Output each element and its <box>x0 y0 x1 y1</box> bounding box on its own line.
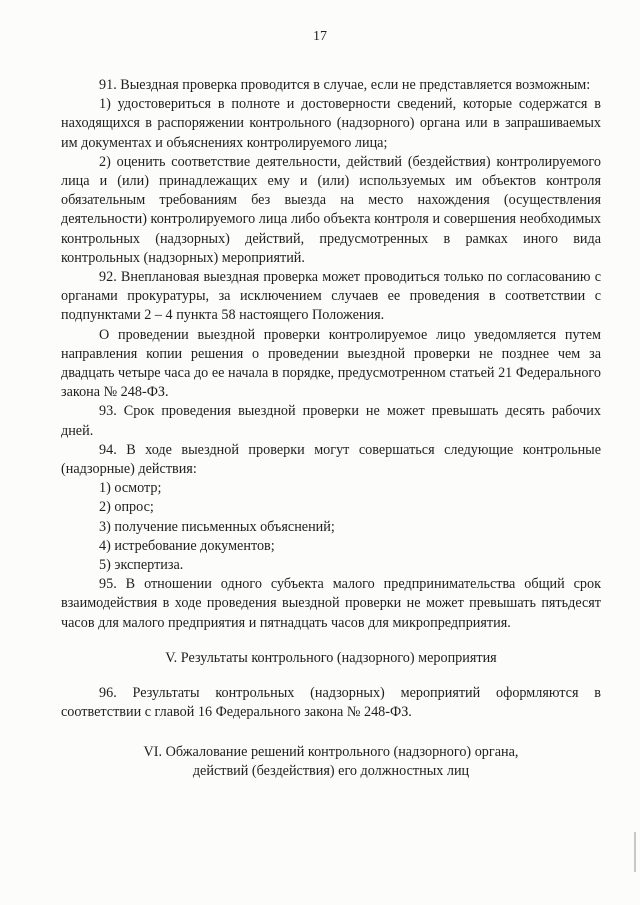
paragraph-95: 95. В отношении одного субъекта малого предпринимательства общий срок взаимодействия в ходе проведения выездной проверки не может превышать пятьдесят часов для малого предприятия и пятнадцать часов для микропредприятия. <box>61 576 601 631</box>
document-body <box>61 76 601 781</box>
scan-edge-mark <box>634 832 636 872</box>
section-6-heading-line-2: действий (бездействия) его должностных лиц <box>192 762 470 779</box>
list-item: 3) получение письменных объяснений; <box>99 518 335 535</box>
paragraph-91-item-1: 1) удостовериться в полноте и достоверности сведений, которые содержатся в находящихся в распоряжении контрольного (надзорного) органа или в запрашиваемых им документах и объяснениях контролируемого лица; <box>61 96 601 151</box>
list-item: 4) истребование документов; <box>99 537 275 554</box>
paragraph-92-notice: О проведении выездной проверки контролируемое лицо уведомляется путем направления копии решения о проведении выездной проверки не позднее чем за двадцать четыре часа до ее начала в порядке, предусмотренном статьей 21 Федерального закона № 248-ФЗ. <box>61 326 601 401</box>
paragraph-96: 96. Результаты контрольных (надзорных) мероприятий оформляются в соответствии с главой 16 Федерального закона № 248-ФЗ. <box>61 685 601 721</box>
actions-list <box>61 479 601 575</box>
list-item: 5) экспертиза. <box>99 557 184 574</box>
paragraph-92: 92. Внеплановая выездная проверка может проводиться только по согласованию с органами прокуратуры, за исключением случаев ее проведения в соответствии с подпунктами 2 – 4 пункта 58 настоящего Положения. <box>61 269 601 324</box>
section-6-heading-line-1: VI. Обжалование решений контрольного (надзорного) органа, <box>143 743 519 760</box>
page-number: 17 <box>313 29 327 44</box>
section-5-heading: V. Результаты контрольного (надзорного) мероприятия <box>165 649 497 666</box>
section-6-heading <box>61 743 601 781</box>
paragraph-91-item-2: 2) оценить соответствие деятельности, действий (бездействия) контролируемого лица и (или) принадлежащих ему и (или) используемых им объектов контроля обязательным требованиям без выезда на место нахождения (осуществления деятельности) контролируемого лица либо объекта контроля и совершения необходимых контрольных (надзорных) действий, предусмотренных в рамках иного вида контрольных (надзорных) мероприятий. <box>61 153 601 266</box>
paragraph-94: 94. В ходе выездной проверки могут совершаться следующие контрольные (надзорные) действия: <box>61 441 601 478</box>
list-item: 2) опрос; <box>99 499 154 516</box>
paragraph-93: 93. Срок проведения выездной проверки не может превышать десять рабочих дней. <box>61 403 601 439</box>
paragraph-91: 91. Выездная проверка проводится в случае, если не представляется возможным: <box>99 77 591 93</box>
list-item: 1) осмотр; <box>99 480 162 497</box>
